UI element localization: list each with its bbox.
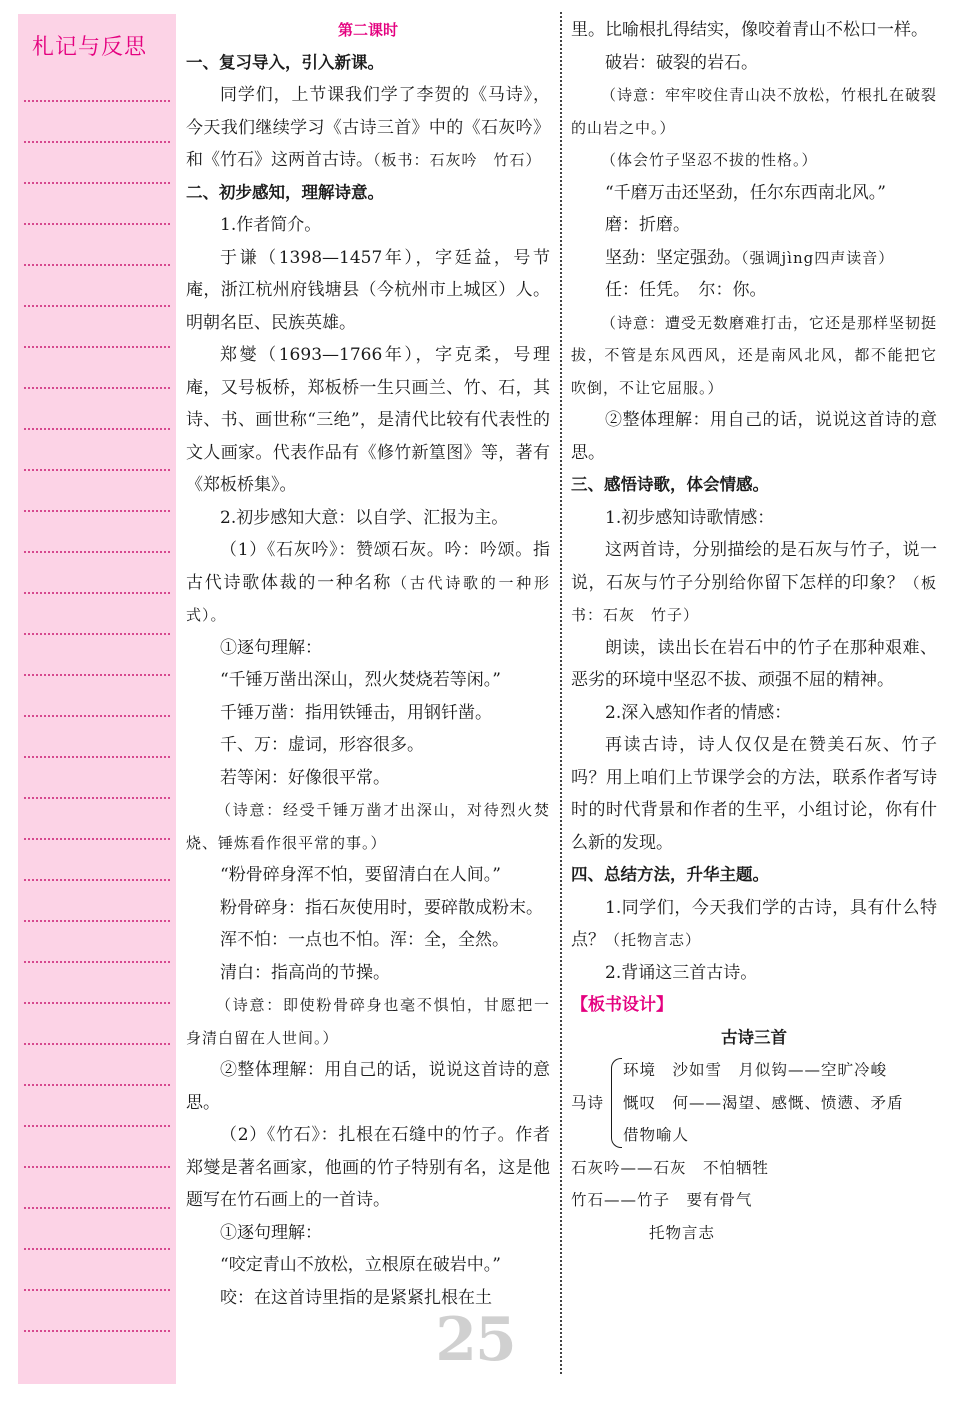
author-intro-label: 1.作者简介。 bbox=[220, 215, 322, 235]
summary-text: 1.同学们，今天我们学的古诗，具有什么特点？ bbox=[571, 897, 937, 950]
poem-meaning: （诗意：遭受无数磨难打击，它还是那样坚韧挺拔，不管是东风西风，还是南风北风，都不能把它吹倒，不让它屈服。） bbox=[571, 313, 938, 397]
poem-meaning: （诗意：牢牢咬住青山决不放松，竹根扎在破裂的山岩之中。） bbox=[571, 86, 938, 137]
zhushi-intro: （2）《竹石》：扎根在石缝中的竹子。作者郑燮是著名画家，他画的竹子特别有名，这是他题写在竹石画上的一首诗。 bbox=[186, 1125, 550, 1210]
poem-meaning: （诗意：即使粉骨碎身也毫不惧怕，甘愿把一身清白留在人世间。） bbox=[186, 996, 550, 1047]
column-divider bbox=[560, 12, 562, 1374]
note-line bbox=[24, 838, 170, 840]
poem-meaning: （诗意：经受千锤万凿才出深山，对待烈火焚烧、锤炼看作很平常的事。） bbox=[186, 801, 550, 852]
note-line bbox=[24, 592, 170, 594]
definition: 破岩：破裂的岩石。 bbox=[605, 52, 758, 73]
definition: 咬：在这首诗里指的是紧紧扎根在土 bbox=[220, 1287, 492, 1308]
poem-line: “千锤万凿出深山，烈火焚烧若等闲。” bbox=[220, 670, 501, 690]
note-line bbox=[24, 1289, 170, 1291]
definition: 千、万：虚词，形容很多。 bbox=[220, 735, 424, 755]
emotion-text: 这两首诗，分别描绘的是石灰与竹子，说一说，石灰与竹子分别给你留下怎样的印象？ bbox=[571, 540, 937, 593]
note-line bbox=[24, 715, 170, 717]
definition: 千锤万凿：指用铁锤击，用钢钎凿。 bbox=[220, 702, 492, 723]
page-number: 25 bbox=[435, 1305, 515, 1375]
middle-column bbox=[186, 14, 550, 1314]
line-by-line-label: ①逐句理解： bbox=[220, 637, 322, 658]
note-line bbox=[24, 469, 170, 471]
note-line bbox=[24, 223, 170, 225]
section-heading-emotion: 三、感悟诗歌，体会情感。 bbox=[571, 475, 769, 494]
note-line bbox=[24, 1248, 170, 1250]
definition: 浑不怕：一点也不怕。浑：全，全然。 bbox=[220, 930, 509, 950]
definition: 粉骨碎身：指石灰使用时，要碎散成粉末。 bbox=[220, 897, 543, 918]
mashi-line: 环境 沙如雪 月似钩——空旷冷峻 bbox=[623, 1061, 888, 1079]
perception-label: 2.初步感知大意：以自学、汇报为主。 bbox=[220, 507, 509, 528]
note-line bbox=[24, 387, 170, 389]
mashi-line: 借物喻人 bbox=[623, 1126, 690, 1144]
mashi-lines bbox=[623, 1054, 904, 1152]
emotion-paragraph bbox=[571, 534, 937, 632]
yuqian-bio: 于谦（1398—1457年），字廷益，号节庵，浙江杭州府钱塘县（今杭州市上城区）人。明朝名臣、民族英雄。 bbox=[186, 247, 550, 333]
board-design-diagram bbox=[571, 1054, 937, 1249]
shihuiyin-line: 石灰吟——石灰 不怕牺牲 bbox=[571, 1158, 770, 1177]
intro-text: 同学们，上节课我们学了李贺的《马诗》，今天我们继续学习《古诗三首》中的《石灰吟》和《竹石》这两首古诗。 bbox=[186, 85, 550, 170]
right-column bbox=[571, 14, 937, 1249]
mashi-line: 慨叹 何——渴望、感慨、愤懑、矛盾 bbox=[623, 1093, 904, 1112]
note-line bbox=[24, 1043, 170, 1045]
note-line bbox=[24, 879, 170, 881]
note-line bbox=[24, 264, 170, 266]
note-line bbox=[24, 961, 170, 963]
note-line bbox=[24, 1002, 170, 1004]
note-line bbox=[24, 428, 170, 430]
note-line bbox=[24, 633, 170, 635]
mashi-label: 马诗 bbox=[571, 1093, 605, 1112]
sidebar-title: 札记与反思 bbox=[32, 35, 148, 60]
note-line bbox=[24, 182, 170, 184]
note-line bbox=[24, 920, 170, 922]
note-line bbox=[24, 1125, 170, 1127]
note-line bbox=[24, 305, 170, 307]
definition: 任：任凭。 尔：你。 bbox=[605, 280, 767, 300]
mashi-group bbox=[571, 1054, 937, 1152]
zhengxie-bio: 郑燮（1693—1766年），字克柔，号理庵，又号板桥，郑板桥一生只画兰、竹、石，其诗、书、画世称“三绝”，是清代比较有代表性的文人画家。代表作品有《修竹新篁图》等，著有《郑板桥集》。 bbox=[186, 345, 550, 495]
definition bbox=[571, 242, 937, 275]
note-line bbox=[24, 551, 170, 553]
overall-understanding: ②整体理解：用自己的话，说说这首诗的意思。 bbox=[571, 410, 937, 463]
tuowu-yanzhi: 托物言志 bbox=[649, 1223, 716, 1242]
note-line bbox=[24, 100, 170, 102]
poem-line: “千磨万击还坚劲，任尔东西南北风。” bbox=[605, 182, 886, 203]
definition-text: 坚劲：坚定强劲。 bbox=[605, 247, 741, 268]
note-line bbox=[24, 141, 170, 143]
board-note: （板书：石灰 竹子） bbox=[571, 573, 937, 624]
summary-item: 2.背诵这三首古诗。 bbox=[605, 962, 758, 983]
section-heading-perception: 二、初步感知，理解诗意。 bbox=[186, 182, 384, 202]
note-line bbox=[24, 510, 170, 512]
deep-emotion-label: 2.深入感知作者的情感： bbox=[605, 702, 792, 723]
definition: 若等闲：好像很平常。 bbox=[220, 767, 390, 788]
shihuiyin-note: （古代诗歌的一种形式）。 bbox=[186, 573, 550, 624]
shihuiyin-intro-text: （1）《石灰吟》：赞颂石灰。吟：吟颂。指古代诗歌体裁的一种名称 bbox=[186, 540, 550, 593]
poem-line: “粉骨碎身浑不怕，要留清白在人间。” bbox=[220, 865, 501, 885]
note-line bbox=[24, 1330, 170, 1332]
board-note: （板书：石灰吟 竹石） bbox=[373, 151, 542, 169]
overall-understanding: ②整体理解：用自己的话，说说这首诗的意思。 bbox=[186, 1060, 550, 1113]
notes-sidebar bbox=[18, 14, 176, 1384]
lesson-title: 第二课时 bbox=[337, 21, 398, 39]
intro-paragraph bbox=[186, 79, 550, 177]
definition: 磨：折磨。 bbox=[605, 215, 690, 235]
note-line bbox=[24, 346, 170, 348]
shihuiyin-intro bbox=[186, 534, 550, 632]
notes-ruled-lines bbox=[24, 14, 170, 1384]
note-line bbox=[24, 756, 170, 758]
character-note: （体会竹子坚忍不拔的性格。） bbox=[601, 151, 818, 169]
reading-paragraph: 朗读，读出长在岩石中的竹子在那种艰难、恶劣的环境中坚忍不拔、顽强不屈的精神。 bbox=[571, 637, 937, 690]
zhushi-line: 竹石——竹子 要有骨气 bbox=[571, 1191, 753, 1209]
summary-item bbox=[571, 892, 937, 957]
section-heading-review: 一、复习导入，引入新课。 bbox=[186, 52, 384, 72]
pronunciation-note: （强调jìng四声读音） bbox=[741, 248, 895, 267]
brace bbox=[611, 1058, 622, 1148]
note-line bbox=[24, 1166, 170, 1168]
line-by-line-label: ①逐句理解： bbox=[220, 1222, 322, 1243]
summary-note: （托物言志） bbox=[605, 931, 702, 949]
definition: 清白：指高尚的节操。 bbox=[220, 962, 390, 983]
emotion-label: 1.初步感知诗歌情感： bbox=[605, 507, 775, 528]
note-line bbox=[24, 674, 170, 676]
note-line bbox=[24, 1207, 170, 1209]
note-line bbox=[24, 797, 170, 799]
discussion-paragraph: 再读古诗，诗人仅仅是在赞美石灰、竹子吗？用上咱们上节课学会的方法，联系作者写诗时的时代背景和作者的生平，小组讨论，你有什么新的发现。 bbox=[571, 735, 937, 853]
section-heading-summary: 四、总结方法，升华主题。 bbox=[571, 865, 769, 884]
definition-continued: 里。比喻根扎得结实，像咬着青山不松口一样。 bbox=[571, 20, 928, 40]
note-line bbox=[24, 1084, 170, 1086]
board-design-title: 古诗三首 bbox=[721, 1027, 787, 1047]
board-design-tag: 【板书设计】 bbox=[571, 995, 673, 1015]
poem-line: “咬定青山不放松，立根原在破岩中。” bbox=[220, 1255, 501, 1275]
